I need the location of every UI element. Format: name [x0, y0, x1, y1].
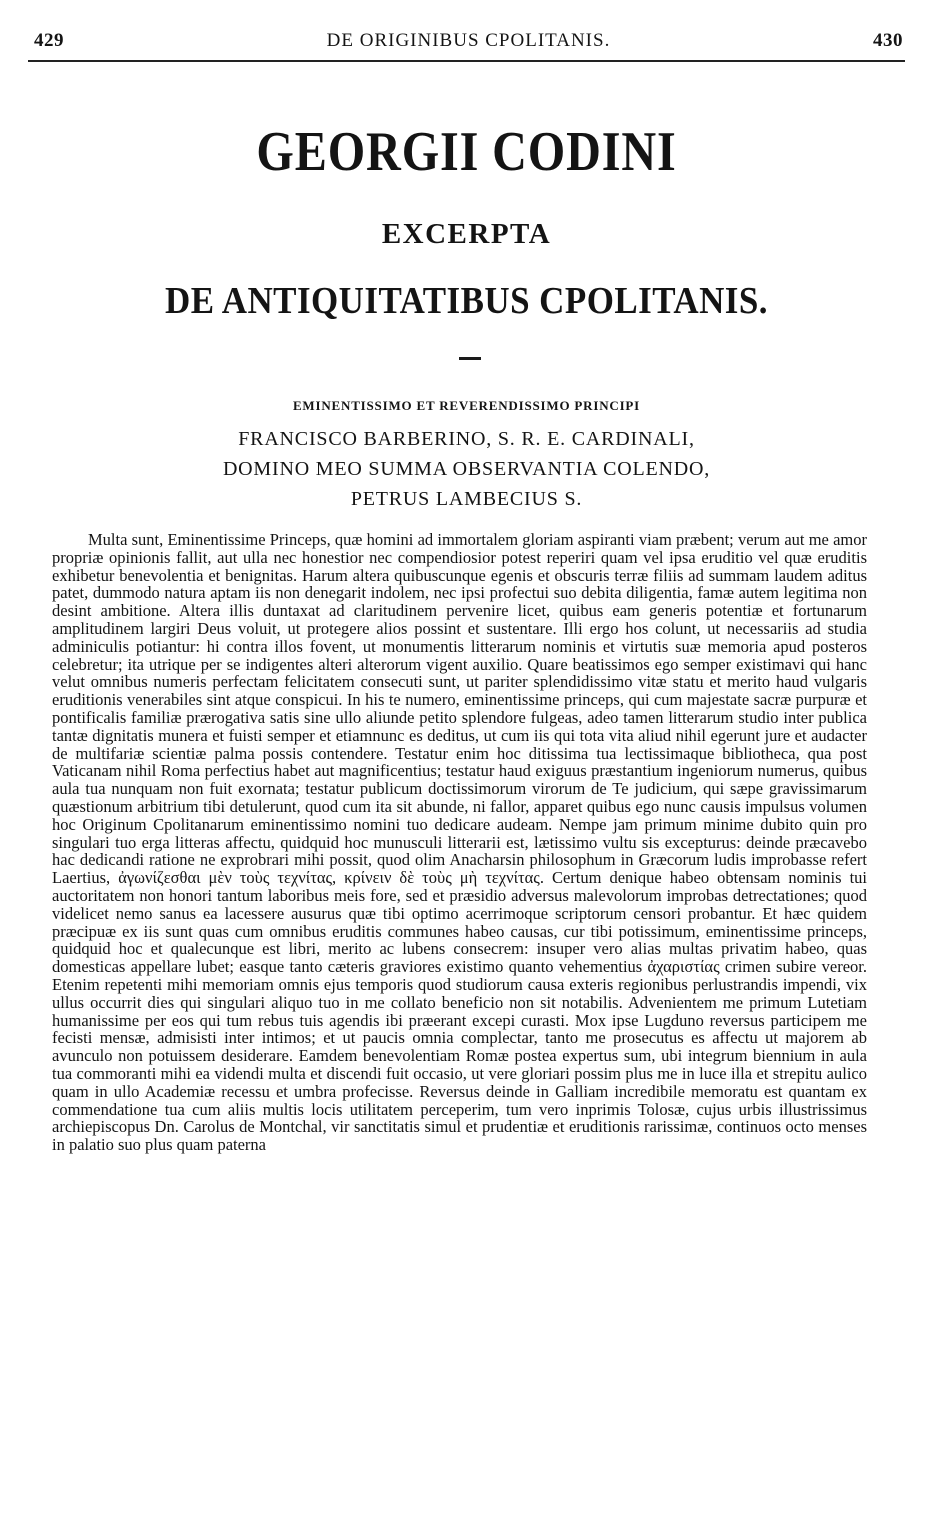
title-work: EXCERPTA — [381, 218, 552, 250]
dedication-letter-text: Multa sunt, Eminentissime Princeps, quæ homini ad immortalem gloriam aspiranti viam præbent; verum aut me amor propriæ opinionis fallit, aut ulla nec honestior nec compendiosior potest reperiri quam vel ipsa eruditio vel quæ eruditis exhibetur benevolentia et benignitas. Harum altera quibuscunque egenis et obscuris terræ filiis ad summam laudem aditus patet, dummodo natura aptam iis non denegarit indolem, nec ipsi profectui suo debita diligentia, famæ autem legitima non desint ambitione. Altera illis duntaxat ad claritudinem pervenire licet, quibus eam generis potentiæ et fortunarum amplitudinem largiri Deus voluit, ut protegere alios possint et sustentare. Illi ergo hos colunt, ut necessariis ad studia adminiculis potiantur: hi contra illos fovent, ut monumentis litterarum nominis et virtutis suæ memoria apud posteros celebretur; ita utrique per se indigentes alteri alterorum vigent auxilio. Quare beatissimos ego semper existimavi qui hanc velut omnibus numeris perfectam felicitatem consecuti sunt, ut pariter splendidissimo vitæ statu et merito haud vulgaris eruditionis venerabiles sint atque conspicui. In his te numero, eminentissime princeps, qui cum majestate sacræ purpuræ et pontificalis familiæ prærogativa satis sine ullo aliunde petito splendore fulgeas, adeo tamen litterarum studio inter publica tantæ dignitatis munera et fuisti semper et etiamnunc es deditus, ut cum iis qui tota vita aliud nihil egerunt jure et audacter de multifariæ scientiæ palma possis contendere. Testatur enim hoc ditissima tua lectissimaque bibliotheca, qua post Vaticanam nihil Roma perfectius habet aut magnificentius; testatur haud exiguus præstantium ingeniorum numerus, quibus aula tua nunquam non fuit exornata; testatur publicum doctissimorum virorum de Te judicium, qui sæpe gravissimarum quæstionum arbitrium tibi detulerunt, quod cum ita sit abunde, ni fallor, apparet quibus ego nunc causis impulsus volumen hoc Originum Cpolitanarum eminentissimo nomini tuo dedicare audeam. Nempe jam primum minime dubito quin pro singulari tuo erga litteras affectu, quidquid hoc munusculi litterarii est, lætissimo vultu sis excepturus: deinde præcavebo hac dedicandi ratione ne exprobrari mihi possit, quod olim Anacharsin philosophum in Græcorum ludis improbasse refert Laertius, ἀγωνίζεσθαι μὲν τοὺς τεχνίτας, κρίνειν δὲ τοὺς μὴ τεχνίτας. Certum denique habeo obtensam nominis tui auctoritatem non honori tantum laboribus meis fore, sed et præsidio adversus malevolorum improbas detrectationes; quod videlicet nemo sanus ea lacessere ausurus quæ tibi optimo acerrimoque scriptorum censori probantur. Et hæc quidem præcipuæ ex iis sunt quas cum omnibus eruditis communes habeo causas, cur tibi potissimum, eminentissime princeps, quidquid hoc et qualecunque est libri, merito ac lubens consecrem: insuper vero alias multas privatim habeo, quas domesticas appellare lubet; easque tanto cæteris graviores existimo quanto vehementius ἀχαριστίας crimen subire vereor. Etenim repetenti mihi memoriam omnis ejus temporis quod studiorum causa exteris regionibus perlustrandis impendi, vix ullus occurrit dies qui singulari aliquo tuo in me collato beneficio non sit notabilis. Advenientem me primum Lutetiam humanissime per eos qui tum rebus tuis agendis ibi præerant excepi curasti. Mox ipse Lugduno reversus participem me fecisti mensæ, admisisti inter intimos; et ut paucis omnia complectar, tanto me prosecutus es affectu ut majorem ab avunculo non potuissem desiderare. Eamdem benevolentiam Romæ postea expertus sum, ubi integrum biennium in aula tua commoranti mihi ea videndi multa et discendi fuit occasio, ut vere gloriari possim plus me in luce illa et strepitu aulico quam in ullo Academiæ recessu et umbra profecisse. Reversus deinde in Galliam incredibile memoratu est quantam ex commendatione tua cum aliis multis locis utilitatem perceperim, tum vero inprimis Tolosæ, cujus urbis illustrissimus archiepiscopus Dn. Carolus de Montchal, vir sanctitatis simul et prudentiæ et eruditionis rarissimæ, continuos octo menses in palatio suo plus quam paterna — [52, 530, 867, 1155]
running-title: DE ORIGINIBUS CPOLITANIS. — [326, 30, 611, 51]
title-separator — [459, 357, 481, 360]
running-header — [34, 30, 903, 56]
title-author: GEORGII CODINI — [256, 121, 677, 183]
title-topic: DE ANTIQUITATIBUS CPOLITANIS. — [165, 280, 768, 322]
header-rule — [28, 60, 905, 62]
page-number-left: 429 — [34, 30, 64, 51]
dedication-author: PETRUS LAMBECIUS S. — [350, 488, 583, 510]
page-number-right: 430 — [873, 30, 903, 51]
dedication-addressee-title: EMINENTISSIMO ET REVERENDISSIMO PRINCIPI — [292, 398, 641, 413]
dedication-addressee-name: FRANCISCO BARBERINO, S. R. E. CARDINALI, — [238, 428, 695, 450]
dedication-honorific: DOMINO MEO SUMMA OBSERVANTIA COLENDO, — [222, 458, 711, 480]
